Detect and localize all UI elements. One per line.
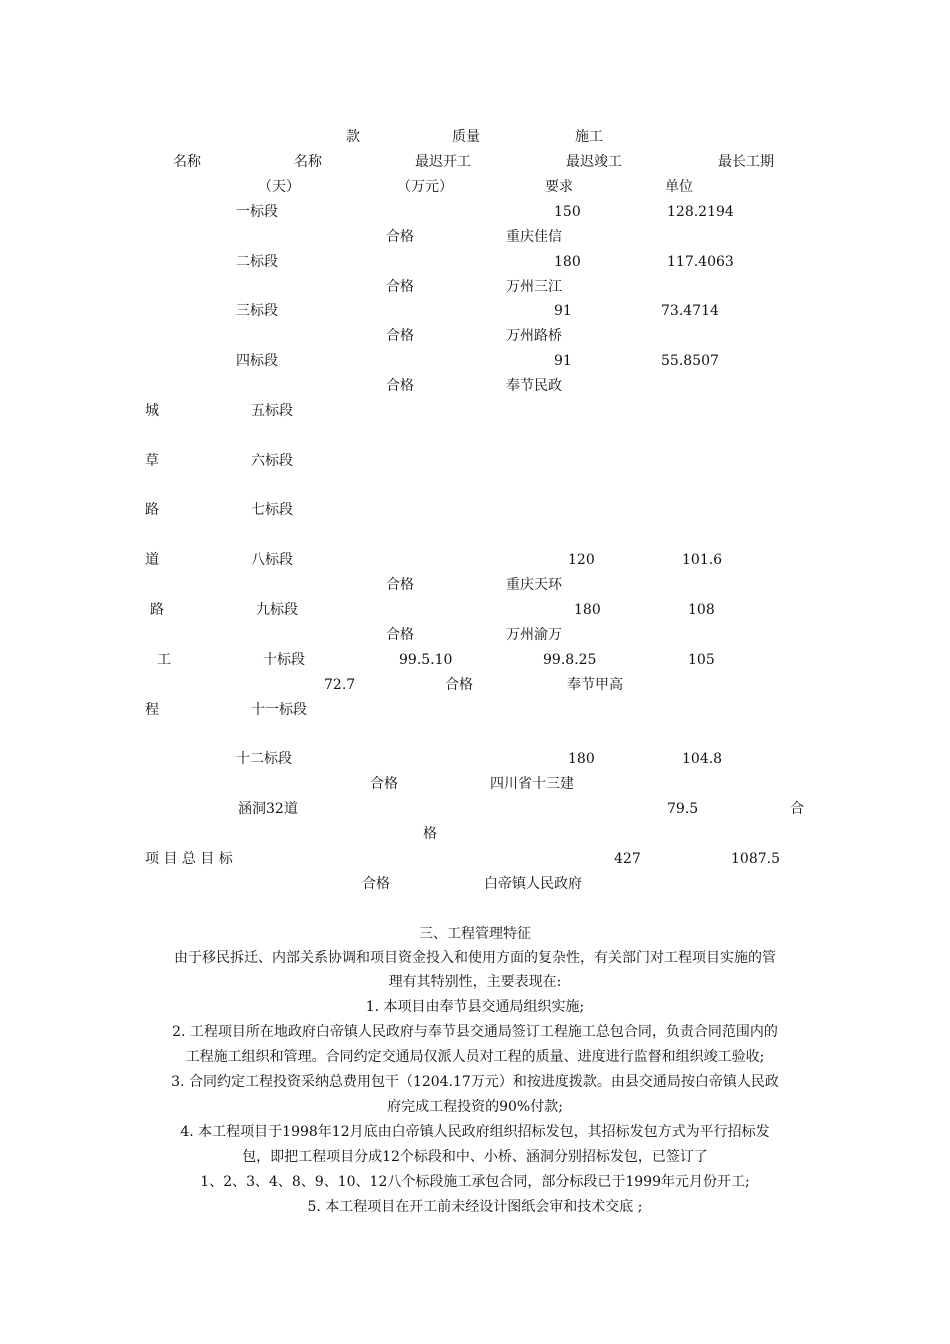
side-label-char: 路 <box>150 602 164 618</box>
row-name: 三标段 <box>236 303 278 319</box>
total-label: 项 目 总 目 标 <box>145 851 233 867</box>
side-label-char: 工 <box>157 652 171 668</box>
header-kuan: 款 <box>346 129 360 145</box>
row-quality: 合格 <box>386 229 414 245</box>
row-amount: 73.4714 <box>661 303 719 319</box>
row-quality: 合格 <box>445 677 473 693</box>
row-unit: 万州渝万 <box>506 627 562 643</box>
row-name: 五标段 <box>251 403 293 419</box>
row-name: 十二标段 <box>236 751 292 767</box>
row-amount: 104.8 <box>682 751 723 767</box>
row-name: 一标段 <box>236 204 278 220</box>
row-name: 二标段 <box>236 254 278 270</box>
header-danwei: 单位 <box>665 179 693 195</box>
row-name: 四标段 <box>236 353 278 369</box>
header-zhiliang: 质量 <box>452 129 480 145</box>
row-days: 120 <box>568 552 595 568</box>
row-name: 九标段 <box>256 602 298 618</box>
row-name: 涵洞32道 <box>238 801 298 817</box>
row-name: 十一标段 <box>251 702 307 718</box>
section-line: 4. 本工程项目于1998年12月底由白帝镇人民政府组织招标发包，其招标发包方式为平行招标发 <box>180 1124 770 1140</box>
row-amount: 108 <box>688 602 715 618</box>
side-label-char: 路 <box>145 502 159 518</box>
section-line: 理有其特别性，主要表现在: <box>388 974 562 990</box>
header-zuichi-jungong: 最迟竣工 <box>566 154 622 170</box>
side-label-char: 草 <box>145 453 159 469</box>
total-quality: 合格 <box>362 876 390 892</box>
header-zuichang-gongqi: 最长工期 <box>718 154 774 170</box>
header-wanyuan: （万元） <box>397 179 453 195</box>
section-line: 府完成工程投资的90%付款; <box>387 1099 563 1115</box>
section-line: 5. 本工程项目在开工前未经设计图纸会审和技术交底 ; <box>307 1199 643 1215</box>
row-quality: 合格 <box>386 577 414 593</box>
section-title: 三、工程管理特征 <box>419 926 531 942</box>
row-quality: 合格 <box>386 627 414 643</box>
section-line: 3. 合同约定工程投资采纳总费用包干（1204.17万元）和按进度拨款。由县交通局按白帝镇人民政 <box>171 1074 779 1090</box>
row-amount: 117.4063 <box>667 254 734 270</box>
row-days: 91 <box>554 353 572 369</box>
row-days: 150 <box>554 204 581 220</box>
header-yaoqiu: 要求 <box>545 179 573 195</box>
header-tian: （天） <box>258 179 300 195</box>
section-line: 1、2、3、4、8、9、10、12八个标段施工承包合同，部分标段已于1999年元月份开工; <box>200 1174 750 1190</box>
row-days: 180 <box>554 254 581 270</box>
section-line: 包，即把工程项目分成12个标段和中、小桥、涵洞分别招标发包，已签订了 <box>242 1149 708 1165</box>
row-unit: 万州路桥 <box>506 328 562 344</box>
row-name: 八标段 <box>251 552 293 568</box>
section-line: 2. 工程项目所在地政府白帝镇人民政府与奉节县交通局签订工程施工总包合同，负责合同范围内的 <box>172 1024 778 1040</box>
row-name: 十标段 <box>263 652 305 668</box>
section-line: 由于移民拆迁、内部关系协调和项目资金投入和使用方面的复杂性，有关部门对工程项目实施的管 <box>174 950 776 966</box>
row-quality: 合 <box>790 801 804 817</box>
row-quality: 合格 <box>386 279 414 295</box>
total-amount: 1087.5 <box>731 851 780 867</box>
section-line: 工程施工组织和管理。合同约定交通局仅派人员对工程的质量、进度进行监督和组织竣工验收; <box>185 1049 765 1065</box>
row-days: 105 <box>688 652 715 668</box>
side-label-char: 城 <box>145 403 159 419</box>
row-unit: 重庆天环 <box>506 577 562 593</box>
header-shigong: 施工 <box>575 129 603 145</box>
total-unit: 白帝镇人民政府 <box>484 876 582 892</box>
row-amount: 101.6 <box>682 552 723 568</box>
row-unit: 重庆佳信 <box>506 229 562 245</box>
header-mingcheng-1: 名称 <box>173 154 201 170</box>
row-amount: 79.5 <box>667 801 699 817</box>
row-amount: 72.7 <box>324 677 356 693</box>
row-quality-wrap: 格 <box>423 826 437 842</box>
total-days: 427 <box>614 851 641 867</box>
row-start: 99.5.10 <box>399 652 453 668</box>
header-mingcheng-2: 名称 <box>294 154 322 170</box>
row-name: 七标段 <box>251 502 293 518</box>
row-unit: 奉节民政 <box>506 378 562 394</box>
row-days: 180 <box>574 602 601 618</box>
row-quality: 合格 <box>370 776 398 792</box>
row-unit: 奉节甲高 <box>567 677 623 693</box>
row-unit: 四川省十三建 <box>490 776 574 792</box>
row-amount: 128.2194 <box>667 204 734 220</box>
side-label-char: 程 <box>145 702 159 718</box>
row-amount: 55.8507 <box>661 353 719 369</box>
row-name: 六标段 <box>251 453 293 469</box>
row-quality: 合格 <box>386 378 414 394</box>
row-unit: 万州三江 <box>506 279 562 295</box>
row-days: 91 <box>554 303 572 319</box>
row-end: 99.8.25 <box>543 652 597 668</box>
side-label-char: 道 <box>145 552 159 568</box>
section-line: 1. 本项目由奉节县交通局组织实施; <box>365 999 585 1015</box>
header-zuichi-kaigong: 最迟开工 <box>415 154 471 170</box>
row-days: 180 <box>568 751 595 767</box>
row-quality: 合格 <box>386 328 414 344</box>
